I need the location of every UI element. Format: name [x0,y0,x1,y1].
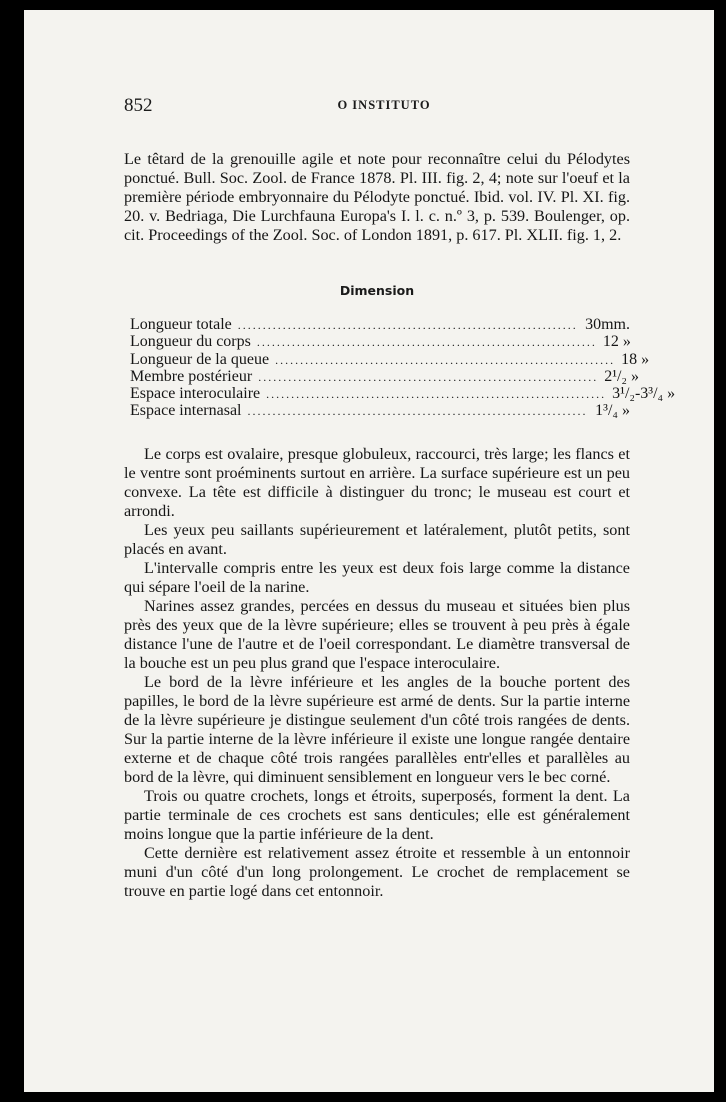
leader-dots: .................................................................... [247,404,588,419]
dimension-value: 30mm. [585,316,630,333]
dimension-value: 18 » [621,350,650,368]
paragraph: Trois ou quatre crochets, longs et étroits, superposés, forment la dent. La partie terminale de ces crochets est sans denticules; elle est généralement moins longue que la partie inférieure de la dent. [124,787,630,843]
dimension-label: Espace interoculaire [130,385,261,403]
dimension-value: 1³/₄ » [595,402,630,420]
dimension-row [130,333,630,350]
dimension-table [130,316,676,420]
dimension-row [130,385,676,403]
dimension-heading: Dimension [339,283,415,298]
dimension-value: 3¹/₂-3³/₄ » [612,385,676,403]
dimension-value: 2¹/₂ » [604,367,640,385]
leader-dots: .................................................................... [275,352,616,367]
dimension-row [130,402,630,419]
page-number: 852 [124,95,153,116]
body-text [124,445,630,901]
paragraph: Cette dernière est relativement assez étroite et ressemble à un entonnoir muni d'un côté d'un long prolongement. Le crochet de remplacement se trouve en partie logé dans cet entonnoir. [124,844,630,900]
intro-paragraph: Le têtard de la grenouille agile et note pour reconnaître celui du Pélodytes ponctué. Bull. Soc. Zool. de France 1878. Pl. III. fig. 2, 4; note sur l'oeuf et la première période embryonnaire du Pélodyte ponctué. Ibid. vol. IV. Pl. XI. fig. 20. v. Bedriaga, Die Lurchfauna Europa's I. l. c. n.º 3, p. 539. Boulenger, op. cit. Proceedings of the Zool. Soc. of London 1891, p. 617. Pl. XLII. fig. 1, 2. [124,150,630,244]
leader-dots: .................................................................... [266,387,607,402]
dimension-label: Longueur de la queue [130,350,270,368]
paragraph: Narines assez grandes, percées en dessus du museau et situées bien plus près des yeux que de la lèvre supérieure; elles se trouvent à peu près à égale distance l'une de l'autre et de l'oeil correspondant. Le diamètre transversal de la bouche est un peu plus grand que l'espace interoculaire. [124,597,630,672]
dimension-row [130,367,640,385]
dimension-row [130,316,630,333]
leader-dots: .................................................................... [256,335,597,350]
leader-dots: .................................................................... [258,369,599,384]
paragraph: L'intervalle compris entre les yeux est deux fois large comme la distance qui sépare l'oeil de la narine. [124,559,630,596]
dimension-label: Longueur totale [130,316,232,333]
page-header [124,95,644,119]
running-title: O INSTITUTO [337,98,431,112]
leader-dots: .................................................................... [237,318,578,332]
dimension-row [130,350,650,368]
paragraph: Le corps est ovalaire, presque globuleux, raccourci, très large; les flancs et le ventre sont proéminents surtout en arrière. La surface supérieure est un peu convexe. La tête est difficile à distinguer du tronc; le museau est court et arrondi. [124,445,630,520]
paragraph: Les yeux peu saillants supérieurement et latéralement, plutôt petits, sont placés en avant. [124,521,630,558]
dimension-label: Espace internasal [130,402,242,420]
dimension-label: Longueur du corps [130,333,251,351]
dimension-value: 12 » [602,333,631,351]
dimension-label: Membre postérieur [130,367,253,385]
paragraph: Le bord de la lèvre inférieure et les angles de la bouche portent des papilles, le bord de la lèvre supérieure est armé de dents. Sur la partie interne de la lèvre supérieure je distingue seulement d'un côté trois rangées de dents. Sur la partie interne de la lèvre inférieure il existe une longue rangée dentaire externe et de chaque côté trois rangées parallèles entr'elles et parallèles au bord de la lèvre, qui diminuent sensiblement en longueur vers le bec corné. [124,673,630,786]
